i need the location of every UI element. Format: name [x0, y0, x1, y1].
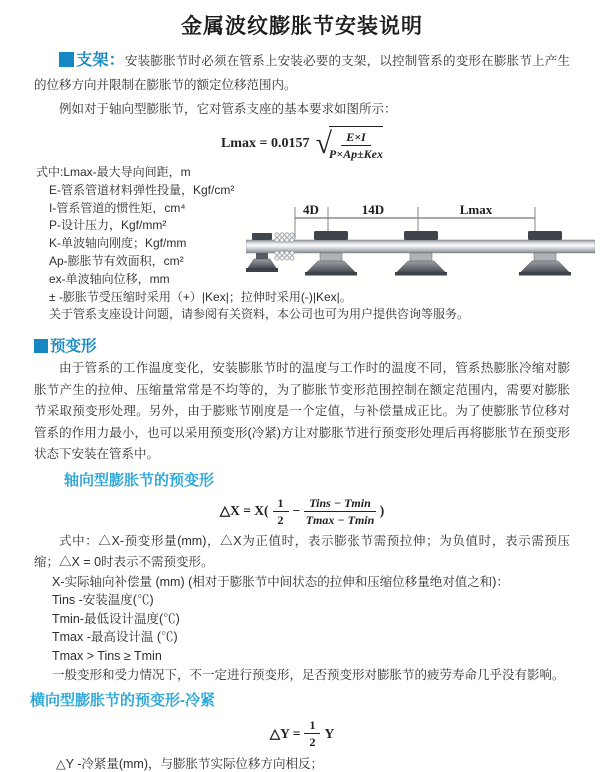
section-marker-icon [59, 52, 74, 67]
half-fraction: $\frac{1}{2}$ [304, 718, 320, 749]
predeform-body-paragraph: 由于管系的工作温度变化，安装膨胀节时的温度与工作时的温度不同，管系热膨胀冷缩对膨胀节产生的拉伸、压缩量常常是不均等的，为了膨胀节变形范围控制在额定范围内，需要对膨胀节采取预变形处理。另外，由于膨账节刚度是一个定值，与补偿量成正比。为了使膨胀节位移对管系的作用力最小，也可以采用预变形(冷紧)方让对膨胀节进行预变形处理后再将膨胀节在预变形状态下安装在管系中。 [34, 361, 570, 462]
dimension-label-14d: 14D [361, 202, 385, 217]
formula-suffix: Y [324, 725, 335, 741]
support-intro-paragraph [34, 49, 570, 97]
predeform-heading-label: 预变形 [50, 338, 97, 356]
axial-notes-list [34, 573, 570, 685]
formula-lhs: Lmax = 0.0157 [220, 135, 310, 151]
section-marker-icon [34, 339, 48, 353]
definition-line: ± -膨胀节受压缩时采用（+）|Kex|；拉伸时采用(-)|Kex|。 [49, 289, 352, 304]
radicand [329, 126, 383, 161]
pipe-support-diagram [246, 200, 595, 295]
definition-line: Ap-膨胀节有效面积，cm² [49, 253, 184, 268]
note-line: 一般变形和受力情况下，不一定进行预变形，足否预变形对膨胀节的疲劳寿命几乎没有影响。 [52, 667, 565, 682]
support-intro-text: 安装膨胀节时必须在管系上安装必要的支架，以控制管系的变形在膨胀节上产生的位移方向并限制在膨胀节的额定位移范围内。 [34, 54, 570, 92]
page-title: 金属波纹膨胀节安装说明 [181, 15, 423, 38]
note-line: Tmax -最高设计温 (℃) [52, 630, 178, 645]
lateral-note-line: △Y -冷紧量(mm)，与膨胀节实际位移方向相反； [56, 757, 324, 772]
half-fraction: $\frac{1}{2}$ [273, 496, 289, 527]
formula-denominator: P×Ap±Kex [328, 147, 384, 161]
minus-sign: − [292, 503, 301, 519]
axial-predeform-formula [34, 496, 570, 527]
lateral-subheading: 横向型膨胀节的预变形-冷紧 [30, 692, 215, 710]
dimension-label-4d: 4D [303, 202, 319, 217]
pipe [246, 240, 595, 253]
lateral-predeform-formula [34, 718, 570, 749]
definition-line: E-管系管道材料弹性投量，Kgf/cm² [49, 182, 235, 197]
note-line: Tins -安装温度(℃) [52, 593, 154, 608]
definition-line: 式中:Lmax-最大导向间距，m [36, 165, 191, 179]
formula-prefix: △Y = [269, 725, 301, 741]
sqrt-sign-icon: √ [315, 126, 332, 160]
support-example-line: 例如对于轴向型膨胀节，它对管系支座的基本要求如图所示： [59, 102, 397, 116]
temperature-fraction: $\frac{\text{Tins − Tmin}}{Tmax - Tmin}$ [305, 495, 375, 527]
definition-line: P-设计压力，Kgf/mm² [49, 218, 167, 233]
predeform-section-heading [34, 334, 570, 356]
note-line: Tmin-最低设计温度(℃) [52, 611, 180, 626]
formula-prefix: △X = X( [219, 503, 269, 519]
dimension-label-lmax: Lmax [459, 202, 493, 217]
definition-line: I-管系管道的惯性矩，cm⁴ [49, 200, 186, 215]
lmax-formula [34, 126, 570, 161]
definition-line: K-单波轴向刚度；Kgf/mm [49, 236, 187, 251]
definition-line: ex-单波轴向位移，mm [49, 271, 170, 286]
definition-line: 关于管系支座设计问题，请参阅有关资料，本公司也可为用户提供咨询等服务。 [49, 307, 470, 322]
formula-numerator: E×I [341, 130, 371, 146]
axial-formula-explanation: 式中：△X-预变形量(mm)，△X为正值时，表示膨张节需预拉伸；为负值时，表示需预压缩；△X = 0时表示不需预变形。 [34, 533, 570, 569]
note-line: Tmax > Tins ≥ Tmin [52, 649, 162, 664]
formula-suffix: ) [379, 503, 385, 519]
support-section-heading [59, 52, 125, 69]
note-line: X-实际轴向补偿量 (mm) (相对于膨胀节中间状态的拉伸和压缩位移量绝对值之和)： [52, 574, 509, 589]
axial-subheading: 轴向型膨胀节的预变形 [64, 471, 215, 489]
support-heading-label: 支架： [76, 52, 125, 69]
document-page [0, 10, 600, 772]
